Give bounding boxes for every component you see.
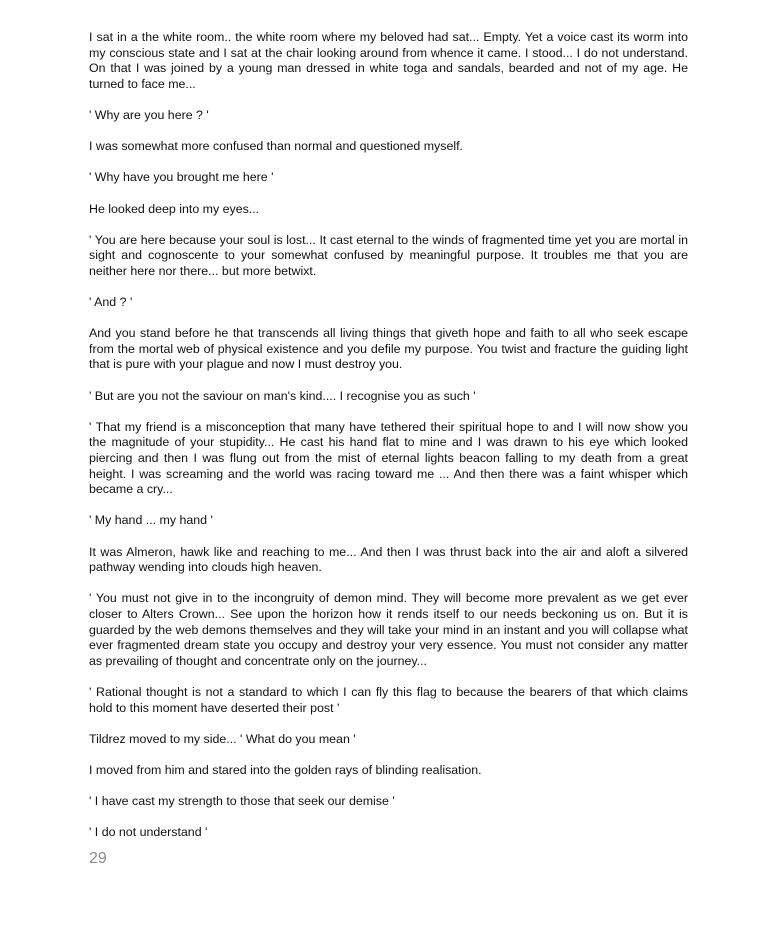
paragraph-rational-thought: ' Rational thought is not a standard to which I can fly this flag to because the bearers of that which claims hold to this moment have deserted their post ' — [89, 684, 688, 715]
paragraph-do-not-understand: ' I do not understand ' — [89, 825, 208, 840]
paragraph-tildrez: Tildrez moved to my side... ' What do you mean ' — [89, 731, 356, 746]
paragraph-why-are-you-here: ' Why are you here ? ' — [89, 107, 209, 122]
paragraph-and: ' And ? ' — [89, 295, 133, 310]
paragraph-cast-my-strength: ' I have cast my strength to those that seek our demise ' — [89, 794, 395, 809]
paragraph-white-room: I sat in a the white room.. the white room where my beloved had sat... Empty. Yet a voice cast its worm into my conscious state and I sat at the chair looking around from whence it came. I stood... I do not understand. On that I was joined by a young man dressed in white toga and sandals, bearded and not of my age. He turned to face me... — [89, 30, 688, 91]
paragraph-looked-deep: He looked deep into my eyes... — [89, 201, 260, 216]
paragraph-soul-is-lost: ' You are here because your soul is lost... It cast eternal to the winds of fragmented time yet you are mortal in sight and cognoscente to your somewhat confused by meaningful purpose. It troubles me that you are neither here nor there... but more betwixt. — [89, 232, 688, 278]
page-number: 29 — [89, 850, 107, 867]
paragraph-confused: I was somewhat more confused than normal and questioned myself. — [89, 139, 463, 154]
paragraph-golden-rays: I moved from him and stared into the golden rays of blinding realisation. — [89, 762, 482, 777]
paragraph-saviour: ' But are you not the saviour on man's kind.... I recognise you as such ' — [89, 388, 476, 403]
body-text — [89, 30, 688, 856]
paragraph-misconception: ' That my friend is a misconception that many have tethered their spiritual hope to and I will now show you the magnitude of your stupidity... He cast his hand flat to mine and I was drawn to his eye which looked piercing and then I was flung out from the mist of eternal lights beacon falling to my death from a great height. I was screaming and the world was racing toward me ... And then there was a faint whisper which became a cry... — [89, 419, 688, 497]
paragraph-you-stand-before: And you stand before he that transcends all living things that giveth hope and faith to all who seek escape from the mortal web of physical existence and you defile my purpose. You twist and fracture the guiding light that is pure with your plague and now I must destroy you. — [89, 326, 688, 372]
paragraph-demon-mind: ' You must not give in to the incongruity of demon mind. They will become more prevalent as we get ever closer to Alters Crown... See upon the horizon how it rends itself to our needs beckoning us on. But it is guarded by the web demons themselves and they will take your mind in an instant and you will collapse what ever fragmented dream state you occupy and destroy your very essence. You must not consider any matter as prevailing of thought and concentrate only on the journey... — [89, 591, 688, 668]
paragraph-almeron: It was Almeron, hawk like and reaching to me... And then I was thrust back into the air and aloft a silvered pathway wending into clouds high heaven. — [89, 544, 688, 575]
paragraph-why-brought-me: ' Why have you brought me here ' — [89, 170, 274, 185]
paragraph-my-hand: ' My hand ... my hand ' — [89, 513, 213, 528]
